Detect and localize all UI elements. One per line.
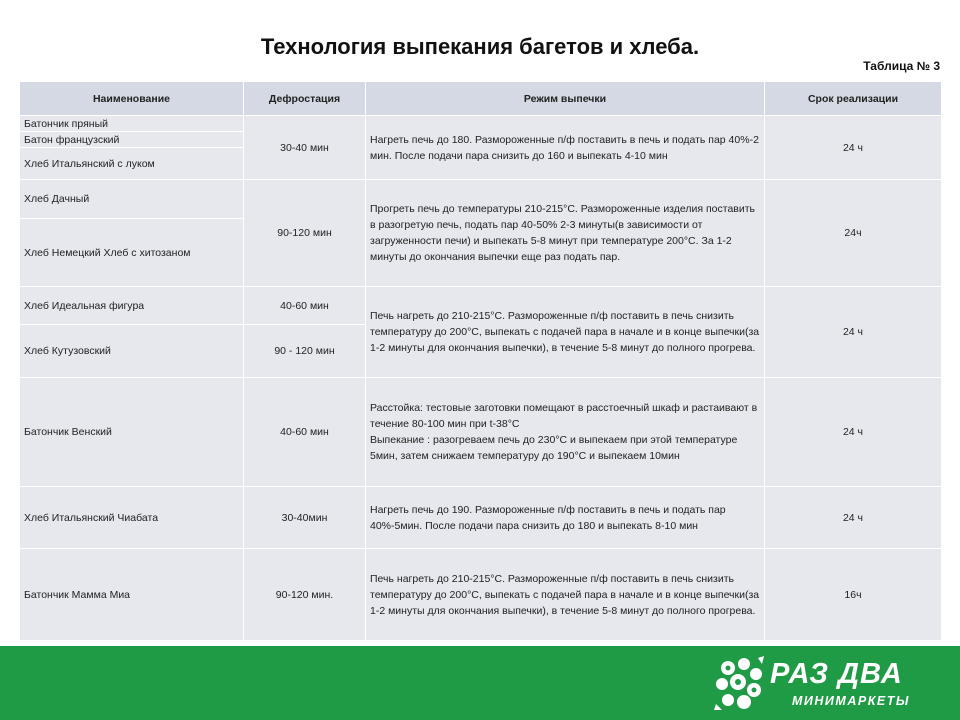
product-name: Хлеб Идеальная фигура (20, 287, 244, 325)
defrost-time: 30-40мин (244, 487, 366, 549)
table-row (20, 378, 942, 487)
shelf-life: 24 ч (765, 378, 942, 487)
shelf-life: 24ч (765, 180, 942, 287)
baking-mode: Печь нагреть до 210-215°С. Размороженные п/ф поставить в печь снизить температуру до 200°С, выпекать с подачей пара в начале и в конце выпечки(за 1-2 минуты для окончания выпечки), в течение 5-8 минут до полного прогрева. (366, 549, 765, 641)
product-name: Хлеб Итальянский с луком (20, 148, 244, 180)
baking-mode: Печь нагреть до 210-215°С. Размороженные п/ф поставить в печь снизить температуру до 200°С, выпекать с подачей пара в начале и в конце выпечки(за 1-2 минуты для окончания выпечки), в течение 5-8 минут до полного прогрева. (366, 287, 765, 378)
table-number: Таблица № 3 (863, 59, 940, 73)
produce-cluster-icon (712, 654, 768, 712)
table-row (20, 180, 942, 219)
product-name: Батончик пряный (20, 116, 244, 132)
table-row (20, 116, 942, 132)
baking-mode-line: Выпекание : разогреваем печь до 230°С и выпекаем при этой температуре 5мин, затем снижаем температуру до 190°С и выпекаем 10мин (370, 434, 738, 462)
product-name: Хлеб Немецкий Хлеб с хитозаном (20, 219, 244, 287)
header-defrost: Дефростация (244, 82, 366, 116)
baking-mode: Нагреть печь до 180. Размороженные п/ф поставить в печь и подать пар 40%-2 мин. После подачи пара снизить до 160 и выпекать 4-10 мин (366, 116, 765, 180)
page-title: Технология выпекания багетов и хлеба. (260, 34, 700, 59)
header-row (20, 82, 942, 116)
product-name: Хлеб Дачный (20, 180, 244, 219)
brand-subtitle: МИНИМАРКЕТЫ (792, 694, 910, 708)
baking-mode: Прогреть печь до температуры 210-215°С. Размороженные изделия поставить в разогретую печь, подать пар 40-50% 2-3 минуты(в зависимости от загруженности печи) и выпекать 5-8 минут при температуре 200°С. За 1-2 минуты до окончания выпечки еще раз подать пар. (366, 180, 765, 287)
defrost-time: 30-40 мин (244, 116, 366, 180)
baking-mode: Нагреть печь до 190. Размороженные п/ф поставить в печь и подать пар 40%-5мин. После подачи пара снизить до 180 и выпекать 8-10 мин (366, 487, 765, 549)
header-name: Наименование (20, 82, 244, 116)
product-name: Батончик Венский (20, 378, 244, 487)
shelf-life: 24 ч (765, 287, 942, 378)
brand-name: РАЗ ДВА (770, 658, 903, 690)
defrost-time: 90-120 мин (244, 180, 366, 287)
brand-logo (712, 654, 932, 714)
baking-mode-line: Расстойка: тестовые заготовки помещают в расстоечный шкаф и растаивают в течение 80-100 мин при t-38°С (370, 402, 758, 430)
product-name: Батон французский (20, 132, 244, 148)
defrost-time: 40-60 мин (244, 378, 366, 487)
shelf-life: 16ч (765, 549, 942, 641)
baking-mode (366, 378, 765, 487)
table-row (20, 487, 942, 549)
table-row (20, 549, 942, 641)
shelf-life: 24 ч (765, 487, 942, 549)
defrost-time: 40-60 мин (244, 287, 366, 325)
product-name: Батончик Мамма Миа (20, 549, 244, 641)
header-shelf: Срок реализации (765, 82, 942, 116)
baking-table (19, 81, 942, 641)
product-name: Хлеб Кутузовский (20, 325, 244, 378)
product-name: Хлеб Итальянский Чиабата (20, 487, 244, 549)
header-mode: Режим выпечки (366, 82, 765, 116)
shelf-life: 24 ч (765, 116, 942, 180)
table-row (20, 287, 942, 325)
footer-bar (0, 646, 960, 720)
defrost-time: 90 - 120 мин (244, 325, 366, 378)
defrost-time: 90-120 мин. (244, 549, 366, 641)
